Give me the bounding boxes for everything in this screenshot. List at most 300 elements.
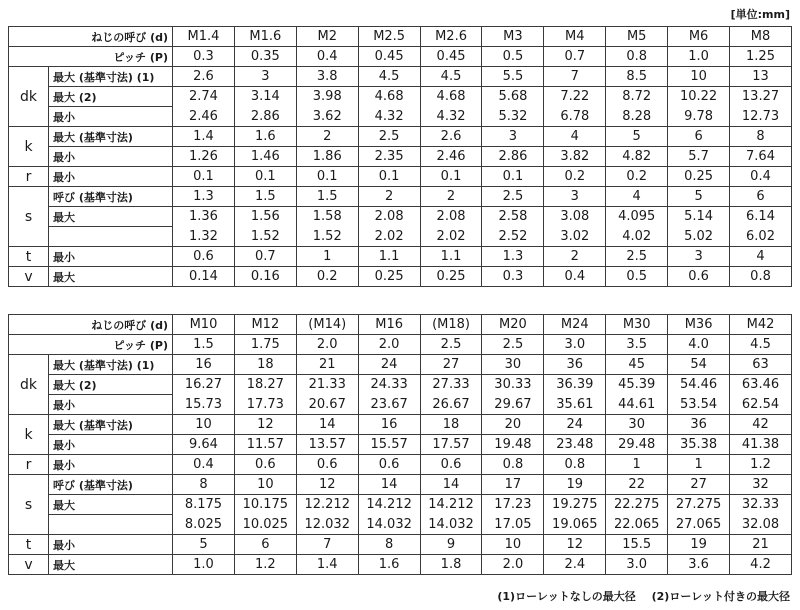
- value-cell: 3.02: [544, 227, 606, 247]
- value-cell: 18.27: [234, 375, 296, 395]
- value-cell: 2.5: [358, 127, 420, 147]
- value-cell: 27.33: [420, 375, 482, 395]
- value-cell: 8.175: [173, 495, 235, 515]
- value-cell: 0.5: [606, 267, 668, 287]
- row-label: 最大 (2): [49, 87, 173, 107]
- value-cell: 1.6: [358, 555, 420, 575]
- pitch-cell: 0.45: [358, 47, 420, 67]
- value-cell: 12: [296, 475, 358, 495]
- value-cell: 7: [544, 67, 606, 87]
- value-cell: 35.38: [668, 435, 730, 455]
- dimension-symbol: k: [9, 127, 49, 167]
- value-cell: 22.065: [606, 515, 668, 535]
- value-cell: 10: [482, 535, 544, 555]
- value-cell: 2.5: [482, 187, 544, 207]
- value-cell: 3: [482, 127, 544, 147]
- value-cell: 2.46: [173, 107, 235, 127]
- pitch-cell: 0.5: [482, 47, 544, 67]
- row-label: 最小: [49, 147, 173, 167]
- value-cell: 4.095: [606, 207, 668, 227]
- value-cell: 12: [234, 415, 296, 435]
- value-cell: 30.33: [482, 375, 544, 395]
- value-cell: 5: [668, 187, 730, 207]
- value-cell: 32.08: [730, 515, 792, 535]
- row-label: 最小: [49, 167, 173, 187]
- value-cell: 1.4: [296, 555, 358, 575]
- value-cell: 5.5: [482, 67, 544, 87]
- row-label: 最小: [49, 435, 173, 455]
- value-cell: 16.27: [173, 375, 235, 395]
- value-cell: 4.32: [358, 107, 420, 127]
- pitch-row: [9, 47, 792, 67]
- value-cell: 4: [606, 187, 668, 207]
- value-cell: 3.98: [296, 87, 358, 107]
- value-cell: 22.275: [606, 495, 668, 515]
- pitch-cell: 2.5: [420, 335, 482, 355]
- value-cell: 21.33: [296, 375, 358, 395]
- value-cell: 0.8: [730, 267, 792, 287]
- value-cell: 36: [668, 415, 730, 435]
- value-cell: 0.1: [234, 167, 296, 187]
- value-cell: 2.02: [358, 227, 420, 247]
- value-cell: 1.5: [296, 187, 358, 207]
- value-cell: 1.32: [173, 227, 235, 247]
- pitch-label: ピッチ (P): [9, 335, 173, 355]
- value-cell: 0.6: [420, 455, 482, 475]
- row-label: 最大 (基準寸法): [49, 415, 173, 435]
- value-cell: 10: [668, 67, 730, 87]
- value-cell: 1.8: [420, 555, 482, 575]
- pitch-cell: 1.75: [234, 335, 296, 355]
- pitch-cell: 3.5: [606, 335, 668, 355]
- value-cell: 19.275: [544, 495, 606, 515]
- value-cell: 14: [358, 475, 420, 495]
- value-cell: 20: [482, 415, 544, 435]
- value-cell: 4.5: [358, 67, 420, 87]
- value-cell: 6: [730, 187, 792, 207]
- value-cell: 5.7: [668, 147, 730, 167]
- value-cell: 13: [730, 67, 792, 87]
- value-cell: 15.57: [358, 435, 420, 455]
- value-cell: 0.7: [234, 247, 296, 267]
- value-cell: 1.58: [296, 207, 358, 227]
- value-cell: 45: [606, 355, 668, 375]
- row-label: [49, 227, 173, 247]
- value-cell: 9.64: [173, 435, 235, 455]
- spec-table-large-sizes: [8, 314, 792, 575]
- size-cell: M2: [296, 27, 358, 47]
- row-label: [49, 515, 173, 535]
- value-cell: 2: [544, 247, 606, 267]
- size-cell: M10: [173, 315, 235, 335]
- table-row: [9, 515, 792, 535]
- row-label: 最大 (基準寸法) (1): [49, 355, 173, 375]
- value-cell: 4.68: [358, 87, 420, 107]
- row-label: 最大: [49, 495, 173, 515]
- value-cell: 0.1: [296, 167, 358, 187]
- value-cell: 23.67: [358, 395, 420, 415]
- table-row: [9, 495, 792, 515]
- value-cell: 19.065: [544, 515, 606, 535]
- value-cell: 0.6: [173, 247, 235, 267]
- value-cell: 53.54: [668, 395, 730, 415]
- value-cell: 1.26: [173, 147, 235, 167]
- value-cell: 0.4: [173, 455, 235, 475]
- table-row: [9, 227, 792, 247]
- value-cell: 32: [730, 475, 792, 495]
- value-cell: 24: [544, 415, 606, 435]
- value-cell: 7.64: [730, 147, 792, 167]
- size-cell: M4: [544, 27, 606, 47]
- value-cell: 0.6: [234, 455, 296, 475]
- value-cell: 0.6: [296, 455, 358, 475]
- value-cell: 1.4: [173, 127, 235, 147]
- value-cell: 2.46: [420, 147, 482, 167]
- value-cell: 0.1: [173, 167, 235, 187]
- row-label: 最大 (2): [49, 375, 173, 395]
- value-cell: 1.56: [234, 207, 296, 227]
- value-cell: 6: [234, 535, 296, 555]
- value-cell: 10.22: [668, 87, 730, 107]
- value-cell: 0.1: [358, 167, 420, 187]
- value-cell: 3.82: [544, 147, 606, 167]
- row-label: 最小: [49, 247, 173, 267]
- value-cell: 2.08: [420, 207, 482, 227]
- pitch-label: ピッチ (P): [9, 47, 173, 67]
- value-cell: 26.67: [420, 395, 482, 415]
- table-row: [9, 395, 792, 415]
- value-cell: 15.73: [173, 395, 235, 415]
- pitch-cell: 0.35: [234, 47, 296, 67]
- value-cell: 2.0: [482, 555, 544, 575]
- value-cell: 1.36: [173, 207, 235, 227]
- size-cell: M6: [668, 27, 730, 47]
- value-cell: 1.2: [234, 555, 296, 575]
- value-cell: 4.2: [730, 555, 792, 575]
- table-row: [9, 147, 792, 167]
- value-cell: 8: [173, 475, 235, 495]
- value-cell: 0.2: [296, 267, 358, 287]
- value-cell: 4: [544, 127, 606, 147]
- value-cell: 45.39: [606, 375, 668, 395]
- table-row: [9, 127, 792, 147]
- value-cell: 54.46: [668, 375, 730, 395]
- value-cell: 2: [296, 127, 358, 147]
- value-cell: 3.0: [606, 555, 668, 575]
- value-cell: 15.5: [606, 535, 668, 555]
- value-cell: 2.5: [606, 247, 668, 267]
- table-row: [9, 415, 792, 435]
- value-cell: 1.1: [420, 247, 482, 267]
- value-cell: 2.4: [544, 555, 606, 575]
- value-cell: 4.82: [606, 147, 668, 167]
- value-cell: 4.68: [420, 87, 482, 107]
- value-cell: 10.175: [234, 495, 296, 515]
- value-cell: 13.27: [730, 87, 792, 107]
- size-cell: M1.4: [173, 27, 235, 47]
- size-cell: M5: [606, 27, 668, 47]
- table-row: [9, 107, 792, 127]
- table-row: [9, 475, 792, 495]
- value-cell: 30: [606, 415, 668, 435]
- header-row: [9, 27, 792, 47]
- value-cell: 27.275: [668, 495, 730, 515]
- pitch-cell: 0.8: [606, 47, 668, 67]
- value-cell: 0.2: [606, 167, 668, 187]
- value-cell: 7: [296, 535, 358, 555]
- value-cell: 3: [234, 67, 296, 87]
- row-label: 最小: [49, 107, 173, 127]
- value-cell: 1.52: [296, 227, 358, 247]
- value-cell: 16: [173, 355, 235, 375]
- dimension-symbol: v: [9, 267, 49, 287]
- value-cell: 8.025: [173, 515, 235, 535]
- value-cell: 18: [420, 415, 482, 435]
- value-cell: 19: [668, 535, 730, 555]
- size-cell: M16: [358, 315, 420, 335]
- value-cell: 2.52: [482, 227, 544, 247]
- pitch-cell: 4.0: [668, 335, 730, 355]
- spec-table-small-sizes: [8, 26, 792, 287]
- table-row: [9, 535, 792, 555]
- pitch-cell: 2.5: [482, 335, 544, 355]
- value-cell: 0.14: [173, 267, 235, 287]
- header-label: ねじの呼び (d): [9, 27, 173, 47]
- value-cell: 1.86: [296, 147, 358, 167]
- row-label: 呼び (基準寸法): [49, 475, 173, 495]
- value-cell: 30: [482, 355, 544, 375]
- size-cell: M42: [730, 315, 792, 335]
- size-cell: M36: [668, 315, 730, 335]
- value-cell: 3: [544, 187, 606, 207]
- table-row: [9, 87, 792, 107]
- size-cell: M3: [482, 27, 544, 47]
- value-cell: 11.57: [234, 435, 296, 455]
- value-cell: 5.02: [668, 227, 730, 247]
- value-cell: 8.28: [606, 107, 668, 127]
- value-cell: 3: [668, 247, 730, 267]
- value-cell: 1.1: [358, 247, 420, 267]
- value-cell: 12.212: [296, 495, 358, 515]
- value-cell: 17.23: [482, 495, 544, 515]
- row-label: 最大: [49, 267, 173, 287]
- row-label: 最大: [49, 207, 173, 227]
- size-cell: M1.6: [234, 27, 296, 47]
- value-cell: 0.1: [420, 167, 482, 187]
- pitch-row: [9, 335, 792, 355]
- row-label: 最大 (基準寸法): [49, 127, 173, 147]
- value-cell: 0.25: [358, 267, 420, 287]
- value-cell: 10: [173, 415, 235, 435]
- value-cell: 1.52: [234, 227, 296, 247]
- value-cell: 0.6: [358, 455, 420, 475]
- value-cell: 27: [668, 475, 730, 495]
- value-cell: 20.67: [296, 395, 358, 415]
- value-cell: 10.025: [234, 515, 296, 535]
- value-cell: 1.0: [173, 555, 235, 575]
- value-cell: 1: [296, 247, 358, 267]
- value-cell: 1.3: [173, 187, 235, 207]
- value-cell: 0.25: [668, 167, 730, 187]
- value-cell: 29.48: [606, 435, 668, 455]
- value-cell: 3.14: [234, 87, 296, 107]
- value-cell: 6.14: [730, 207, 792, 227]
- value-cell: 14.212: [420, 495, 482, 515]
- value-cell: 0.6: [668, 267, 730, 287]
- value-cell: 3.6: [668, 555, 730, 575]
- value-cell: 44.61: [606, 395, 668, 415]
- value-cell: 6.78: [544, 107, 606, 127]
- pitch-cell: 4.5: [730, 335, 792, 355]
- size-cell: (M14): [296, 315, 358, 335]
- size-cell: M8: [730, 27, 792, 47]
- value-cell: 8: [730, 127, 792, 147]
- value-cell: 8.72: [606, 87, 668, 107]
- value-cell: 10: [234, 475, 296, 495]
- value-cell: 1.5: [234, 187, 296, 207]
- value-cell: 17.57: [420, 435, 482, 455]
- table-row: [9, 555, 792, 575]
- footnote-2: (2)ローレット付きの最大径: [651, 590, 790, 603]
- value-cell: 18: [234, 355, 296, 375]
- value-cell: 2.35: [358, 147, 420, 167]
- value-cell: 5.68: [482, 87, 544, 107]
- table-row: [9, 355, 792, 375]
- value-cell: 1.6: [234, 127, 296, 147]
- dimension-symbol: s: [9, 475, 49, 535]
- value-cell: 1: [668, 455, 730, 475]
- value-cell: 2.74: [173, 87, 235, 107]
- pitch-cell: 2.0: [358, 335, 420, 355]
- table-row: [9, 187, 792, 207]
- value-cell: 2: [420, 187, 482, 207]
- value-cell: 62.54: [730, 395, 792, 415]
- value-cell: 5: [606, 127, 668, 147]
- value-cell: 9: [420, 535, 482, 555]
- row-label: 最大 (基準寸法) (1): [49, 67, 173, 87]
- value-cell: 17: [482, 475, 544, 495]
- value-cell: 0.1: [482, 167, 544, 187]
- value-cell: 4.5: [420, 67, 482, 87]
- value-cell: 5.14: [668, 207, 730, 227]
- pitch-cell: 1.5: [173, 335, 235, 355]
- value-cell: 42: [730, 415, 792, 435]
- value-cell: 6: [668, 127, 730, 147]
- pitch-cell: 0.4: [296, 47, 358, 67]
- value-cell: 0.8: [482, 455, 544, 475]
- value-cell: 24: [358, 355, 420, 375]
- value-cell: 2.08: [358, 207, 420, 227]
- dimension-symbol: r: [9, 167, 49, 187]
- value-cell: 2.86: [482, 147, 544, 167]
- value-cell: 0.25: [420, 267, 482, 287]
- value-cell: 4.32: [420, 107, 482, 127]
- value-cell: 12: [544, 535, 606, 555]
- value-cell: 2: [358, 187, 420, 207]
- value-cell: 16: [358, 415, 420, 435]
- header-row: [9, 315, 792, 335]
- footnote: [497, 588, 790, 604]
- value-cell: 19.48: [482, 435, 544, 455]
- dimension-symbol: r: [9, 455, 49, 475]
- value-cell: 2.86: [234, 107, 296, 127]
- value-cell: 14.032: [358, 515, 420, 535]
- size-cell: M20: [482, 315, 544, 335]
- value-cell: 63.46: [730, 375, 792, 395]
- value-cell: 35.61: [544, 395, 606, 415]
- value-cell: 27: [420, 355, 482, 375]
- row-label: 呼び (基準寸法): [49, 187, 173, 207]
- value-cell: 6.02: [730, 227, 792, 247]
- table-row: [9, 375, 792, 395]
- value-cell: 21: [730, 535, 792, 555]
- value-cell: 23.48: [544, 435, 606, 455]
- value-cell: 4: [730, 247, 792, 267]
- value-cell: 22: [606, 475, 668, 495]
- dimension-symbol: s: [9, 187, 49, 247]
- value-cell: 24.33: [358, 375, 420, 395]
- table-row: [9, 455, 792, 475]
- value-cell: 21: [296, 355, 358, 375]
- value-cell: 17.73: [234, 395, 296, 415]
- value-cell: 0.16: [234, 267, 296, 287]
- row-label: 最小: [49, 455, 173, 475]
- value-cell: 0.4: [730, 167, 792, 187]
- pitch-cell: 1.0: [668, 47, 730, 67]
- pitch-cell: 0.45: [420, 47, 482, 67]
- row-label: 最大: [49, 555, 173, 575]
- value-cell: 13.57: [296, 435, 358, 455]
- size-cell: M24: [544, 315, 606, 335]
- value-cell: 12.73: [730, 107, 792, 127]
- value-cell: 14.212: [358, 495, 420, 515]
- table-row: [9, 167, 792, 187]
- value-cell: 5.32: [482, 107, 544, 127]
- value-cell: 12.032: [296, 515, 358, 535]
- size-cell: M2.6: [420, 27, 482, 47]
- value-cell: 27.065: [668, 515, 730, 535]
- table-row: [9, 247, 792, 267]
- value-cell: 17.05: [482, 515, 544, 535]
- row-label: 最小: [49, 395, 173, 415]
- table-row: [9, 67, 792, 87]
- value-cell: 36: [544, 355, 606, 375]
- pitch-cell: 0.7: [544, 47, 606, 67]
- pitch-cell: 0.3: [173, 47, 235, 67]
- value-cell: 2.6: [173, 67, 235, 87]
- value-cell: 63: [730, 355, 792, 375]
- value-cell: 41.38: [730, 435, 792, 455]
- value-cell: 3.08: [544, 207, 606, 227]
- value-cell: 0.8: [544, 455, 606, 475]
- value-cell: 8.5: [606, 67, 668, 87]
- size-cell: M12: [234, 315, 296, 335]
- dimension-symbol: t: [9, 535, 49, 555]
- size-cell: M30: [606, 315, 668, 335]
- dimension-symbol: dk: [9, 355, 49, 415]
- value-cell: 19: [544, 475, 606, 495]
- value-cell: 14: [420, 475, 482, 495]
- value-cell: 5: [173, 535, 235, 555]
- value-cell: 1.2: [730, 455, 792, 475]
- row-label: 最小: [49, 535, 173, 555]
- dimension-symbol: v: [9, 555, 49, 575]
- table-row: [9, 267, 792, 287]
- pitch-cell: 3.0: [544, 335, 606, 355]
- table-row: [9, 435, 792, 455]
- size-cell: M2.5: [358, 27, 420, 47]
- pitch-cell: 2.0: [296, 335, 358, 355]
